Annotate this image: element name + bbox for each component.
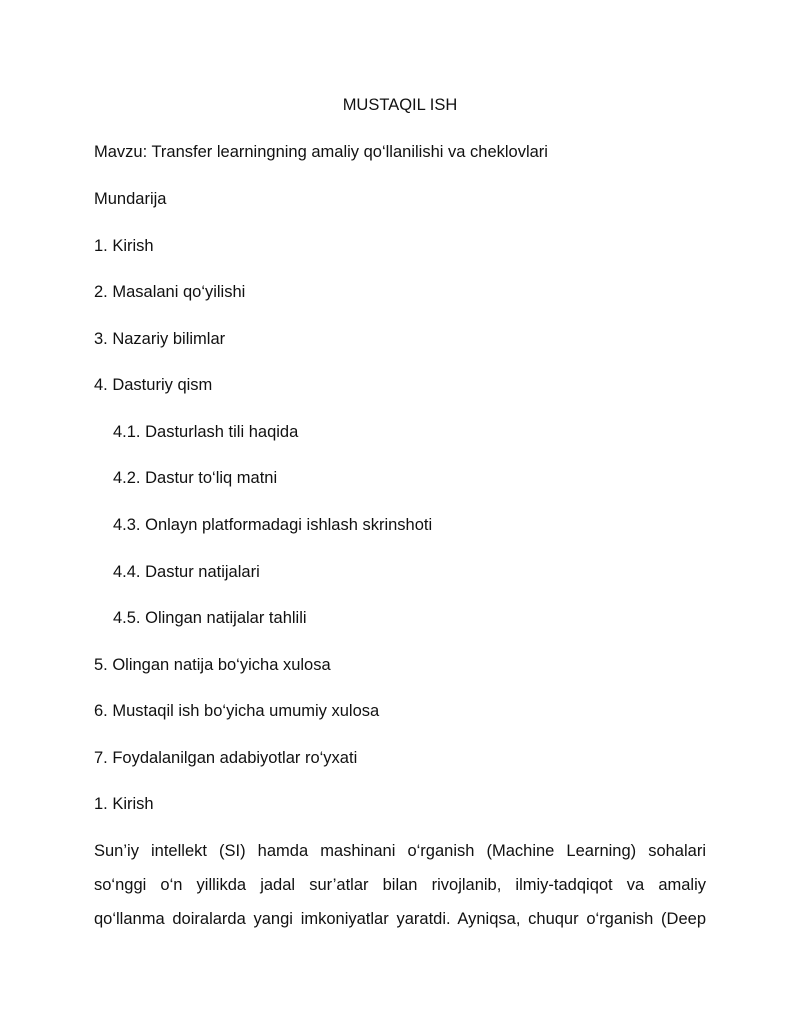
paragraph-line-1: Sun’iy intellekt (SI) hamda mashinani o‘rganish (Machine Learning) sohalari: [94, 842, 706, 860]
toc-item-1: 1. Kirish: [94, 237, 154, 255]
paragraph-line-3: qo‘llanma doiralarda yangi imkoniyatlar yaratdi. Ayniqsa, chuqur o‘rganish (Deep: [94, 910, 706, 928]
toc-item-3: 3. Nazariy bilimlar: [94, 330, 226, 348]
paragraph-line-2: so‘nggi o‘n yillikda jadal sur’atlar bilan rivojlanib, ilmiy-tadqiqot va amaliy: [94, 876, 706, 894]
topic-line: Mavzu: Transfer learningning amaliy qo‘llanilishi va cheklovlari: [94, 143, 548, 161]
toc-item-7: 7. Foydalanilgan adabiyotlar ro‘yxati: [94, 749, 358, 767]
document-title: MUSTAQIL ISH: [342, 96, 458, 114]
toc-item-4-5: 4.5. Olingan natijalar tahlili: [113, 609, 307, 627]
toc-item-4-3: 4.3. Onlayn platformadagi ishlash skrinshoti: [113, 516, 433, 534]
toc-item-4-4: 4.4. Dastur natijalari: [113, 563, 260, 581]
toc-heading: Mundarija: [94, 190, 167, 208]
toc-item-2: 2. Masalani qo‘yilishi: [94, 283, 246, 301]
toc-item-4-1: 4.1. Dasturlash tili haqida: [113, 423, 299, 441]
toc-item-4: 4. Dasturiy qism: [94, 376, 213, 394]
section-heading: 1. Kirish: [94, 795, 154, 813]
toc-item-5: 5. Olingan natija bo‘yicha xulosa: [94, 656, 331, 674]
toc-item-4-2: 4.2. Dastur to‘liq matni: [113, 469, 278, 487]
toc-item-6: 6. Mustaqil ish bo‘yicha umumiy xulosa: [94, 702, 380, 720]
